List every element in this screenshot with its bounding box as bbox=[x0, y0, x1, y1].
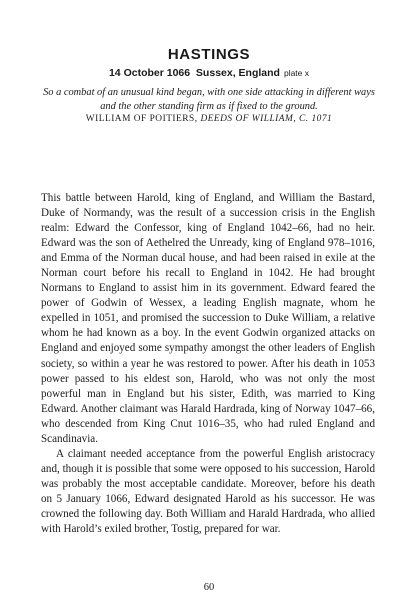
attribution-date: C. 1071 bbox=[299, 114, 333, 124]
date-location: 14 October 1066 Sussex, England bbox=[108, 67, 280, 79]
date-location-line bbox=[0, 67, 418, 79]
epigraph-quote: So a combat of an unusual kind began, with one side attacking in different ways and the other standing firm as if fixed to the ground. bbox=[43, 87, 375, 112]
paragraph-1: This battle between Harold, king of England, and William the Bastard, Duke of Normandy, was the result of a succession crisis in the English realm: Edward the Confessor, king of England 1042–66, had no heir. Edward was the son of Aethelred the Unready, king of England 978–1016, and Emma of the Norman ducal house, and had been raised in exile at the Norman court before his recall to England in 1042. He had brought Normans to England to assist him in its government. Edward feared the power of Godwin of Wessex, a leading English magnate, whom he expelled in 1051, and promised the succession to Duke William, a relative whom he had known as a boy. In the event Godwin organized attacks on England and enjoyed some sympathy amongst the other leaders of English society, so within a year he was restored to power. After his death in 1053 power passed to his eldest son, Harold, who was not only the most powerful man in England but his sister, Edith, was married to King Edward. Another claimant was Harald Hardrada, king of Norway 1047–66, who descended from King Cnut 1016–35, who had ruled England and Scandinavia. bbox=[41, 192, 375, 445]
page-number: 60 bbox=[203, 582, 215, 593]
plate-reference: plate x bbox=[283, 68, 310, 78]
attribution-author: WILLIAM OF POITIERS, bbox=[85, 114, 198, 124]
body-text bbox=[41, 191, 375, 537]
epigraph-attribution bbox=[0, 114, 418, 124]
chapter-title: HASTINGS bbox=[167, 46, 251, 63]
paragraph-2: A claimant needed acceptance from the powerful English aristocracy and, though it is possible that some were opposed to his succession, Harold was probably the most acceptable candidate. Moreover, before his death on 5 January 1066, Edward designated Harold as his successor. He was crowned the following day. Both William and Harald Hardrada, who allied with Harold’s exiled brother, Tostig, prepared for war. bbox=[41, 447, 375, 536]
attribution-work: DEEDS OF WILLIAM, bbox=[200, 114, 297, 124]
